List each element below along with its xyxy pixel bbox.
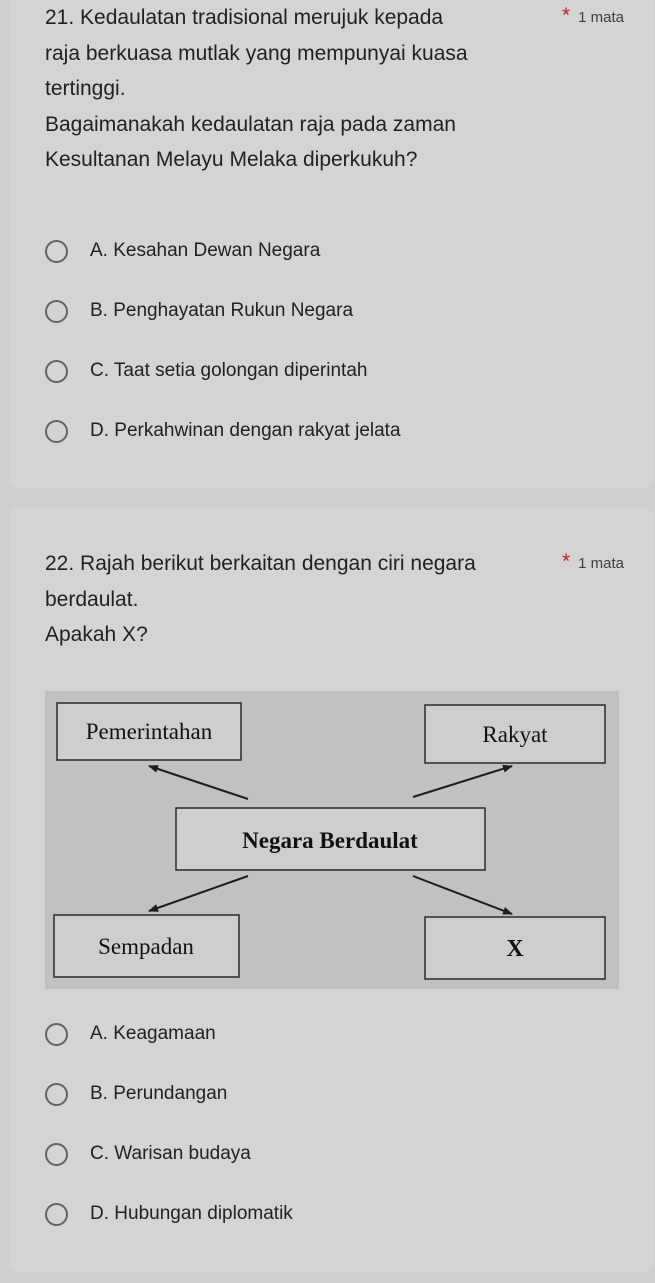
question-text: 22. Rajah berikut berkaitan dengan ciri negara berdaulat. Apakah X? <box>45 552 476 646</box>
question-meta <box>562 4 624 28</box>
question-text: 21. Kedaulatan tradisional merujuk kepada raja berkuasa mutlak yang mempunyai kuasa tertinggi. Bagaimanakah kedaulatan raja pada zaman Kesultanan Melayu Melaka diperkukuh? <box>45 6 468 171</box>
arrow-bottom-right <box>413 876 512 914</box>
options-list <box>45 221 401 461</box>
option-label: A. Kesahan Dewan Negara <box>90 240 321 261</box>
question-card-22 <box>9 508 654 1272</box>
arrow-bottom-left <box>149 876 248 911</box>
option-b[interactable] <box>45 1064 293 1124</box>
diagram-image <box>45 691 619 989</box>
option-label: B. Perundangan <box>90 1083 228 1104</box>
box-label: Negara Berdaulat <box>242 828 418 853</box>
radio-button-icon[interactable] <box>45 1023 68 1046</box>
option-d[interactable] <box>45 1184 293 1244</box>
radio-button-icon[interactable] <box>45 300 68 323</box>
box-bottom-right <box>425 917 605 979</box>
box-label: X <box>506 936 524 962</box>
diagram-svg <box>45 691 619 989</box>
question-card-21 <box>9 0 654 488</box>
box-label: Rakyat <box>482 722 548 747</box>
radio-button-icon[interactable] <box>45 1083 68 1106</box>
option-c[interactable] <box>45 1124 293 1184</box>
box-bottom-left <box>54 915 239 977</box>
radio-button-icon[interactable] <box>45 1203 68 1226</box>
option-b[interactable] <box>45 281 401 341</box>
option-label: C. Warisan budaya <box>90 1143 251 1164</box>
question-header <box>45 546 624 653</box>
box-top-right <box>425 705 605 763</box>
question-meta <box>562 550 624 574</box>
option-a[interactable] <box>45 221 401 281</box>
box-label: Sempadan <box>98 934 194 959</box>
points-label: 1 mata <box>578 9 624 26</box>
radio-button-icon[interactable] <box>45 420 68 443</box>
options-list <box>45 1004 293 1244</box>
box-label: Pemerintahan <box>85 719 213 744</box>
box-center <box>176 808 485 870</box>
radio-button-icon[interactable] <box>45 360 68 383</box>
option-label: A. Keagamaan <box>90 1023 216 1044</box>
option-c[interactable] <box>45 341 401 401</box>
option-d[interactable] <box>45 401 401 461</box>
question-header <box>45 0 624 178</box>
arrow-top-right <box>413 766 512 797</box>
radio-button-icon[interactable] <box>45 240 68 263</box>
option-a[interactable] <box>45 1004 293 1064</box>
required-asterisk: * <box>561 4 571 27</box>
option-label: C. Taat setia golongan diperintah <box>90 360 368 381</box>
option-label: D. Perkahwinan dengan rakyat jelata <box>90 420 401 441</box>
required-asterisk: * <box>561 550 571 573</box>
arrow-top-left <box>149 766 248 799</box>
radio-button-icon[interactable] <box>45 1143 68 1166</box>
points-label: 1 mata <box>578 555 624 572</box>
option-label: D. Hubungan diplomatik <box>90 1203 293 1224</box>
option-label: B. Penghayatan Rukun Negara <box>90 300 354 321</box>
box-top-left <box>57 703 241 760</box>
